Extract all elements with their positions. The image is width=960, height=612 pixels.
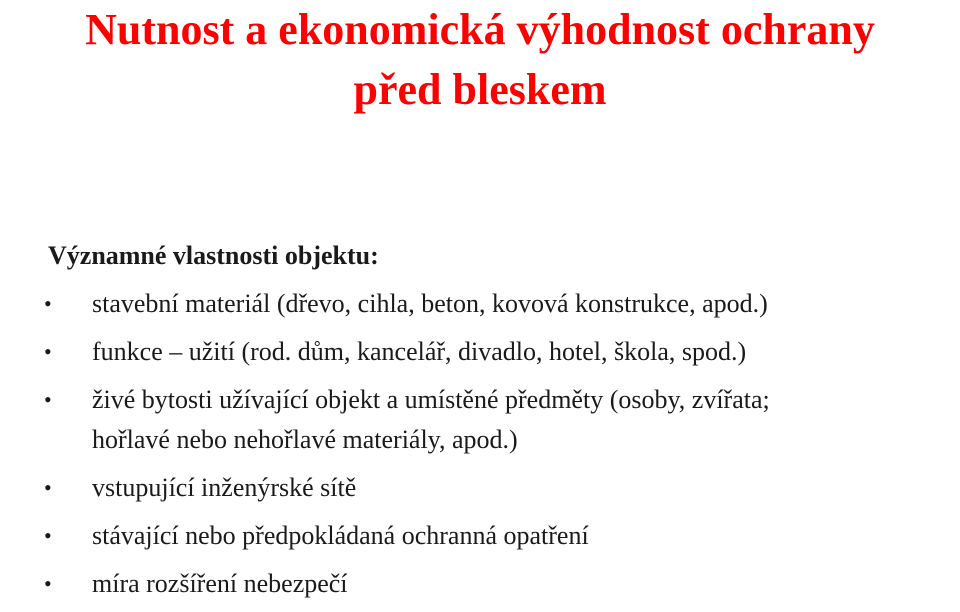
list-item-text: živé bytosti užívající objekt a umístěné předměty (osoby, zvířata; [92, 385, 770, 414]
list-item [0, 468, 960, 508]
slide-title-line-1: Nutnost a ekonomická výhodnost ochrany [85, 5, 875, 54]
bullet-icon: • [44, 475, 52, 500]
list-item-text: stávající nebo předpokládaná ochranná opatření [92, 521, 589, 550]
bullet-icon: • [44, 339, 52, 364]
list-item-text: míra rozšíření nebezpečí [92, 569, 348, 598]
list-item-text-continuation: hořlavé nebo nehořlavé materiály, apod.) [92, 425, 518, 454]
list-item-text: funkce – užití (rod. dům, kancelář, divadlo, hotel, škola, spod.) [92, 337, 747, 366]
list-item [0, 380, 960, 460]
list-item-text: vstupující inženýrské sítě [92, 473, 357, 502]
list-item [0, 516, 960, 556]
slide-title-line-2: před bleskem [353, 65, 607, 114]
bullet-icon: • [44, 291, 52, 316]
bullet-list [0, 284, 960, 612]
section-heading: Významné vlastnosti objektu: [48, 241, 379, 270]
list-item-text: stavební materiál (dřevo, cihla, beton, kovová konstrukce, apod.) [92, 289, 768, 318]
list-item [0, 284, 960, 324]
list-item [0, 332, 960, 372]
bullet-icon: • [44, 523, 52, 548]
list-item [0, 564, 960, 604]
bullet-icon: • [44, 571, 52, 596]
bullet-icon: • [44, 387, 52, 412]
slide-title [0, 0, 960, 120]
